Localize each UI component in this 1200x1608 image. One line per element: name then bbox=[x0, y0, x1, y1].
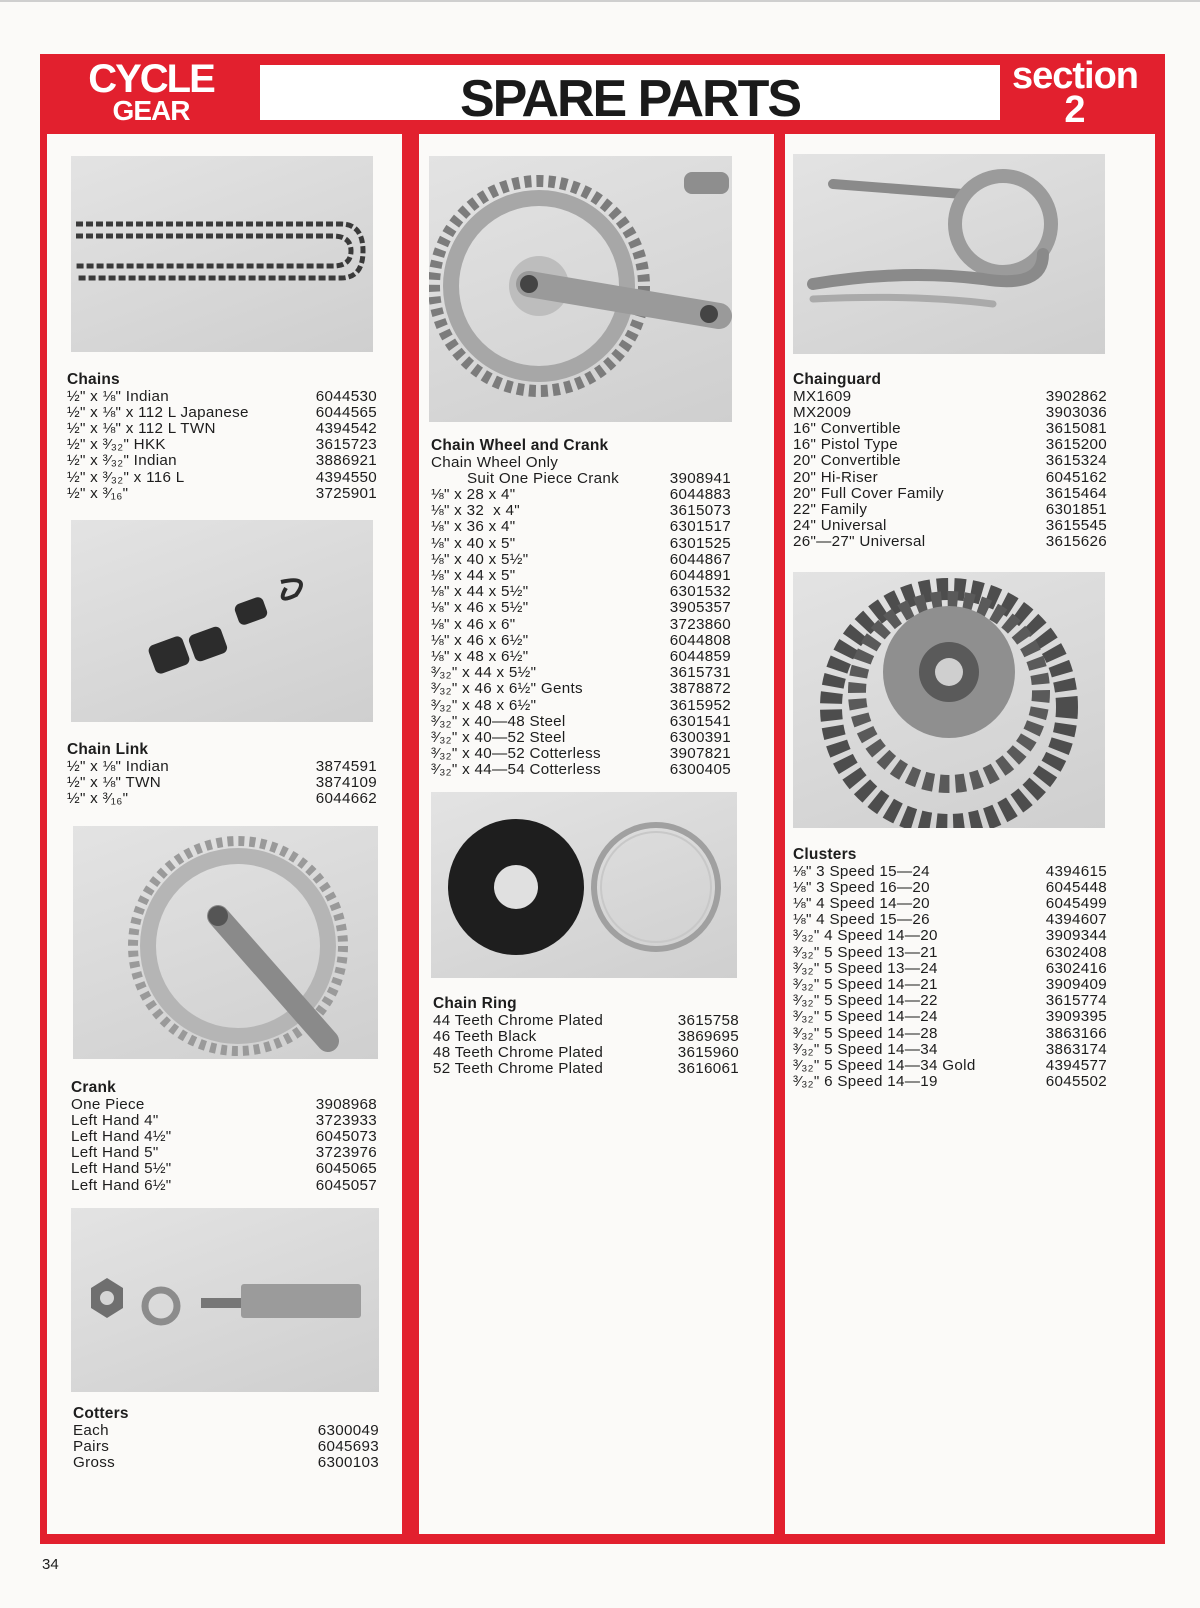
list-item bbox=[71, 1145, 377, 1161]
item-description: One Piece bbox=[71, 1095, 145, 1113]
item-code: 3615324 bbox=[1045, 452, 1107, 470]
list-item bbox=[67, 421, 377, 437]
item-description: ½" x ³⁄₁₆" bbox=[67, 789, 129, 807]
list-item bbox=[793, 993, 1107, 1009]
cotters-photo bbox=[71, 1208, 379, 1392]
list-item bbox=[67, 405, 377, 421]
list-item bbox=[71, 1178, 377, 1194]
item-code: 3615200 bbox=[1045, 436, 1107, 454]
item-code: 6300391 bbox=[669, 728, 731, 746]
list-item bbox=[793, 453, 1107, 469]
item-description: 48 Teeth Chrome Plated bbox=[433, 1043, 604, 1061]
item-description: ³⁄₃₂" x 46 x 6½" Gents bbox=[431, 680, 583, 698]
item-code: 3615774 bbox=[1045, 992, 1107, 1010]
logo-line-2: GEAR bbox=[112, 95, 190, 126]
item-description: ³⁄₃₂" 5 Speed 13—24 bbox=[793, 959, 938, 977]
page-title: SPARE PARTS bbox=[459, 70, 801, 128]
item-code: 4394607 bbox=[1045, 911, 1107, 929]
item-code: 3615081 bbox=[1045, 419, 1107, 437]
list-item bbox=[71, 1097, 377, 1113]
list-item bbox=[793, 534, 1107, 550]
item-code: 3908941 bbox=[669, 469, 731, 487]
item-description: ⅛" x 40 x 5" bbox=[431, 534, 516, 552]
item-code: 3878872 bbox=[669, 680, 731, 698]
item-code: 6044530 bbox=[315, 387, 377, 405]
list-item bbox=[67, 759, 377, 775]
clusters-photo bbox=[793, 572, 1105, 828]
list-item bbox=[793, 961, 1107, 977]
cycle-gear-logo bbox=[56, 57, 246, 126]
item-code: 3902862 bbox=[1045, 387, 1107, 405]
item-description: Suit One Piece Crank bbox=[467, 469, 620, 487]
item-description: ³⁄₃₂" 5 Speed 14—34 Gold bbox=[793, 1056, 976, 1074]
item-description: Pairs bbox=[73, 1437, 110, 1455]
item-description: ³⁄₃₂" 5 Speed 14—28 bbox=[793, 1024, 938, 1042]
item-description: ⅛" x 44 x 5½" bbox=[431, 583, 529, 601]
list-item bbox=[793, 518, 1107, 534]
list-item bbox=[431, 584, 731, 600]
item-code: 3903036 bbox=[1045, 403, 1107, 421]
item-code: 3863166 bbox=[1045, 1024, 1107, 1042]
list-item bbox=[431, 536, 731, 552]
item-code: 6300049 bbox=[317, 1421, 379, 1439]
list-item bbox=[67, 437, 377, 453]
list-item bbox=[431, 730, 731, 746]
item-description: ³⁄₃₂" 6 Speed 14—19 bbox=[793, 1073, 938, 1091]
item-description: Left Hand 4" bbox=[71, 1111, 159, 1129]
list-item bbox=[431, 471, 731, 487]
list-item bbox=[67, 470, 377, 486]
list-item bbox=[793, 405, 1107, 421]
clusters-title: Clusters bbox=[793, 846, 857, 863]
item-description: ⅛" x 46 x 6" bbox=[431, 615, 516, 633]
item-code: 3869695 bbox=[677, 1027, 739, 1045]
item-description: ³⁄₃₂" 5 Speed 13—21 bbox=[793, 943, 938, 961]
item-code: 6302416 bbox=[1045, 959, 1107, 977]
chain-link-section bbox=[67, 742, 377, 807]
item-description: ½" x ³⁄₁₆" bbox=[67, 484, 129, 502]
clusters-section bbox=[793, 847, 1107, 1090]
list-item bbox=[431, 649, 731, 665]
item-description: ⅛" 4 Speed 15—26 bbox=[793, 911, 930, 929]
chain-drawing bbox=[71, 156, 373, 352]
item-code: 6045162 bbox=[1045, 468, 1107, 486]
item-description: ³⁄₃₂" x 48 x 6½" bbox=[431, 696, 537, 714]
item-description: ⅛" x 28 x 4" bbox=[431, 485, 516, 503]
item-description: ½" x ⅛" Indian bbox=[67, 387, 169, 405]
item-description: ½" x ³⁄₃₂" x 116 L bbox=[67, 468, 185, 486]
item-code: 6044867 bbox=[669, 550, 731, 568]
cotters-section bbox=[73, 1406, 379, 1471]
item-code: 6301525 bbox=[669, 534, 731, 552]
item-description: ⅛" x 40 x 5½" bbox=[431, 550, 529, 568]
list-item bbox=[431, 617, 731, 633]
item-description: ⅛" x 48 x 6½" bbox=[431, 647, 529, 665]
list-item bbox=[431, 698, 731, 714]
item-code: 6045073 bbox=[315, 1127, 377, 1145]
item-code: 6044565 bbox=[315, 403, 377, 421]
chainguard-photo bbox=[793, 154, 1105, 354]
item-code: 3863174 bbox=[1045, 1040, 1107, 1058]
chain-ring-title: Chain Ring bbox=[433, 995, 517, 1012]
item-code: 3723860 bbox=[669, 615, 731, 633]
item-description: ⅛" x 36 x 4" bbox=[431, 518, 516, 536]
list-item bbox=[431, 503, 731, 519]
item-description: 24" Universal bbox=[793, 517, 887, 535]
item-code: 4394577 bbox=[1045, 1056, 1107, 1074]
item-code: 3874591 bbox=[315, 757, 377, 775]
section-tag bbox=[995, 55, 1155, 131]
item-code: 6045065 bbox=[315, 1160, 377, 1178]
item-description: Left Hand 6½" bbox=[71, 1176, 172, 1194]
item-code: 6045502 bbox=[1045, 1073, 1107, 1091]
cotter-drawing bbox=[71, 1208, 379, 1392]
item-code: 3907821 bbox=[669, 745, 731, 763]
item-code: 3615464 bbox=[1045, 484, 1107, 502]
list-item bbox=[431, 681, 731, 697]
list-item bbox=[67, 486, 377, 502]
list-item bbox=[431, 714, 731, 730]
chainguard-title: Chainguard bbox=[793, 371, 882, 388]
item-code: 6044662 bbox=[315, 789, 377, 807]
chain-ring-section bbox=[433, 996, 739, 1077]
list-item bbox=[431, 600, 731, 616]
column-2 bbox=[419, 134, 774, 1534]
list-item bbox=[71, 1129, 377, 1145]
list-item bbox=[793, 912, 1107, 928]
item-code: 3874109 bbox=[315, 773, 377, 791]
item-description: 52 Teeth Chrome Plated bbox=[433, 1060, 604, 1078]
item-code: 3615731 bbox=[669, 664, 731, 682]
item-description: ⅛" x 46 x 6½" bbox=[431, 631, 529, 649]
list-item bbox=[431, 633, 731, 649]
crank-section bbox=[71, 1080, 377, 1194]
item-code: 6045693 bbox=[317, 1437, 379, 1455]
item-description: 46 Teeth Black bbox=[433, 1027, 537, 1045]
catalog-frame bbox=[40, 54, 1165, 1544]
item-code: 3615073 bbox=[669, 502, 731, 520]
item-code: 6045057 bbox=[315, 1176, 377, 1194]
item-code: 3615960 bbox=[677, 1043, 739, 1061]
item-description: ³⁄₃₂" x 44—54 Cotterless bbox=[431, 761, 601, 779]
list-item bbox=[73, 1455, 379, 1471]
list-item bbox=[67, 791, 377, 807]
item-description: 20" Convertible bbox=[793, 452, 901, 470]
list-item bbox=[433, 1029, 739, 1045]
item-description: ³⁄₃₂" 5 Speed 14—21 bbox=[793, 975, 938, 993]
header-title-box bbox=[260, 65, 1000, 128]
chain-ring-photo bbox=[431, 792, 737, 978]
item-code: 6044883 bbox=[669, 485, 731, 503]
item-code: 6302408 bbox=[1045, 943, 1107, 961]
crank-list bbox=[71, 1097, 377, 1194]
item-description: ³⁄₃₂" 5 Speed 14—24 bbox=[793, 1008, 938, 1026]
list-item bbox=[431, 552, 731, 568]
item-code: 3615545 bbox=[1045, 517, 1107, 535]
item-description: Gross bbox=[73, 1453, 116, 1471]
list-item bbox=[793, 502, 1107, 518]
chain-wheel-photo bbox=[429, 156, 732, 422]
list-item bbox=[431, 762, 731, 778]
item-code: 3616061 bbox=[677, 1060, 739, 1078]
clusters-list bbox=[793, 864, 1107, 1091]
item-code: 6045499 bbox=[1045, 894, 1107, 912]
item-description: ½" x ⅛" x 112 L TWN bbox=[67, 419, 216, 437]
item-description: ⅛" 4 Speed 14—20 bbox=[793, 894, 930, 912]
section-word: section bbox=[1011, 55, 1139, 97]
item-description: MX1609 bbox=[793, 387, 852, 405]
list-item bbox=[793, 945, 1107, 961]
item-code: 4394550 bbox=[315, 468, 377, 486]
item-description: ⅛" x 44 x 5" bbox=[431, 566, 516, 584]
column-1 bbox=[47, 134, 402, 1534]
list-item bbox=[793, 1026, 1107, 1042]
chain-ring-drawing bbox=[431, 792, 737, 978]
list-item bbox=[73, 1423, 379, 1439]
item-description: ⅛" 3 Speed 16—20 bbox=[793, 878, 930, 896]
item-description: ½" x ⅛" x 112 L Japanese bbox=[67, 403, 249, 421]
chains-title: Chains bbox=[67, 371, 120, 388]
item-code: 3615723 bbox=[315, 436, 377, 454]
list-item bbox=[67, 389, 377, 405]
list-item bbox=[793, 1042, 1107, 1058]
item-code: 3615952 bbox=[669, 696, 731, 714]
chain-link-title: Chain Link bbox=[67, 741, 149, 758]
item-code: 3615758 bbox=[677, 1011, 739, 1029]
list-item bbox=[67, 453, 377, 469]
list-item bbox=[433, 1061, 739, 1077]
item-description: ³⁄₃₂" 4 Speed 14—20 bbox=[793, 927, 938, 945]
crank-photo bbox=[73, 826, 378, 1059]
item-code: 3909344 bbox=[1045, 927, 1107, 945]
chain-ring-list bbox=[433, 1013, 739, 1078]
item-code: 3886921 bbox=[315, 452, 377, 470]
list-item bbox=[431, 746, 731, 762]
list-item bbox=[793, 977, 1107, 993]
crank-drawing bbox=[73, 826, 378, 1059]
chainguard-section bbox=[793, 372, 1107, 551]
list-item bbox=[793, 928, 1107, 944]
item-code: 6300405 bbox=[669, 761, 731, 779]
item-description: ³⁄₃₂" x 40—48 Steel bbox=[431, 712, 566, 730]
item-code: 6300103 bbox=[317, 1453, 379, 1471]
cotters-list bbox=[73, 1423, 379, 1472]
item-code: 3908968 bbox=[315, 1095, 377, 1113]
list-item bbox=[793, 864, 1107, 880]
list-item bbox=[793, 470, 1107, 486]
item-description: MX2009 bbox=[793, 403, 852, 421]
chain-wheel-drawing bbox=[429, 156, 732, 422]
top-rule bbox=[0, 0, 1200, 2]
list-item bbox=[71, 1113, 377, 1129]
column-3 bbox=[785, 134, 1155, 1534]
list-item bbox=[433, 1013, 739, 1029]
item-description: 20" Hi-Riser bbox=[793, 468, 878, 486]
chains-list bbox=[67, 389, 377, 502]
list-item bbox=[793, 389, 1107, 405]
item-description: 20" Full Cover Family bbox=[793, 484, 944, 502]
item-description: ⅛" x 32 x 4" bbox=[431, 502, 520, 520]
logo-line-1: CYCLE bbox=[88, 57, 214, 101]
chain-wheel-list bbox=[431, 471, 731, 779]
item-code: 3723933 bbox=[315, 1111, 377, 1129]
list-item bbox=[793, 421, 1107, 437]
item-description: ³⁄₃₂" x 40—52 Steel bbox=[431, 728, 566, 746]
item-description: ³⁄₃₂" 5 Speed 14—22 bbox=[793, 992, 938, 1010]
list-item bbox=[793, 1058, 1107, 1074]
item-description: ³⁄₃₂" x 44 x 5½" bbox=[431, 664, 537, 682]
item-description: 22" Family bbox=[793, 500, 868, 518]
list-item bbox=[431, 665, 731, 681]
item-code: 4394542 bbox=[315, 419, 377, 437]
item-code: 6301517 bbox=[669, 518, 731, 536]
item-description: 16" Pistol Type bbox=[793, 436, 899, 454]
item-description: Each bbox=[73, 1421, 109, 1439]
cluster-drawing bbox=[793, 572, 1105, 828]
chain-wheel-subtitle: Chain Wheel Only bbox=[431, 453, 559, 471]
item-code: 6044859 bbox=[669, 647, 731, 665]
item-description: ½" x ³⁄₃₂" Indian bbox=[67, 452, 177, 470]
item-description: Left Hand 5" bbox=[71, 1144, 159, 1162]
item-description: Left Hand 4½" bbox=[71, 1127, 172, 1145]
item-description: ³⁄₃₂" x 40—52 Cotterless bbox=[431, 745, 601, 763]
page-number: 34 bbox=[42, 1556, 59, 1573]
item-description: ½" x ⅛" Indian bbox=[67, 757, 169, 775]
list-item bbox=[431, 487, 731, 503]
item-description: ½" x ³⁄₃₂" HKK bbox=[67, 436, 166, 454]
item-description: ³⁄₃₂" 5 Speed 14—34 bbox=[793, 1040, 938, 1058]
item-code: 3725901 bbox=[315, 484, 377, 502]
list-item bbox=[793, 880, 1107, 896]
item-code: 3909395 bbox=[1045, 1008, 1107, 1026]
chain-link-list bbox=[67, 759, 377, 808]
item-code: 3615626 bbox=[1045, 533, 1107, 551]
item-code: 6045448 bbox=[1045, 878, 1107, 896]
cotters-title: Cotters bbox=[73, 1405, 129, 1422]
chain-wheel-title: Chain Wheel and Crank bbox=[431, 437, 609, 454]
list-item bbox=[71, 1161, 377, 1177]
crank-title: Crank bbox=[71, 1079, 116, 1096]
item-code: 6044808 bbox=[669, 631, 731, 649]
list-item bbox=[67, 775, 377, 791]
list-item bbox=[793, 1074, 1107, 1090]
item-description: ½" x ⅛" TWN bbox=[67, 773, 161, 791]
item-code: 6301851 bbox=[1045, 500, 1107, 518]
chainguard-list bbox=[793, 389, 1107, 551]
chains-section bbox=[67, 372, 377, 502]
list-item bbox=[793, 437, 1107, 453]
item-description: Left Hand 5½" bbox=[71, 1160, 172, 1178]
list-item bbox=[793, 1009, 1107, 1025]
list-item bbox=[431, 519, 731, 535]
list-item bbox=[433, 1045, 739, 1061]
list-item bbox=[793, 486, 1107, 502]
chain-wheel-section bbox=[431, 438, 731, 779]
chainguard-drawing bbox=[793, 154, 1105, 354]
item-description: 26"—27" Universal bbox=[793, 533, 926, 551]
list-item bbox=[793, 896, 1107, 912]
chains-photo bbox=[71, 156, 373, 352]
list-item bbox=[73, 1439, 379, 1455]
item-code: 3905357 bbox=[669, 599, 731, 617]
chain-link-photo bbox=[71, 520, 373, 722]
item-code: 6301532 bbox=[669, 583, 731, 601]
section-number: 2 bbox=[1064, 89, 1086, 131]
item-code: 3909409 bbox=[1045, 975, 1107, 993]
list-item bbox=[431, 568, 731, 584]
item-code: 3723976 bbox=[315, 1144, 377, 1162]
item-description: ⅛" x 46 x 5½" bbox=[431, 599, 529, 617]
item-code: 6301541 bbox=[669, 712, 731, 730]
item-description: 44 Teeth Chrome Plated bbox=[433, 1011, 604, 1029]
item-description: ⅛" 3 Speed 15—24 bbox=[793, 862, 930, 880]
item-code: 4394615 bbox=[1045, 862, 1107, 880]
chain-link-drawing bbox=[71, 520, 373, 722]
item-code: 6044891 bbox=[669, 566, 731, 584]
item-description: 16" Convertible bbox=[793, 419, 901, 437]
